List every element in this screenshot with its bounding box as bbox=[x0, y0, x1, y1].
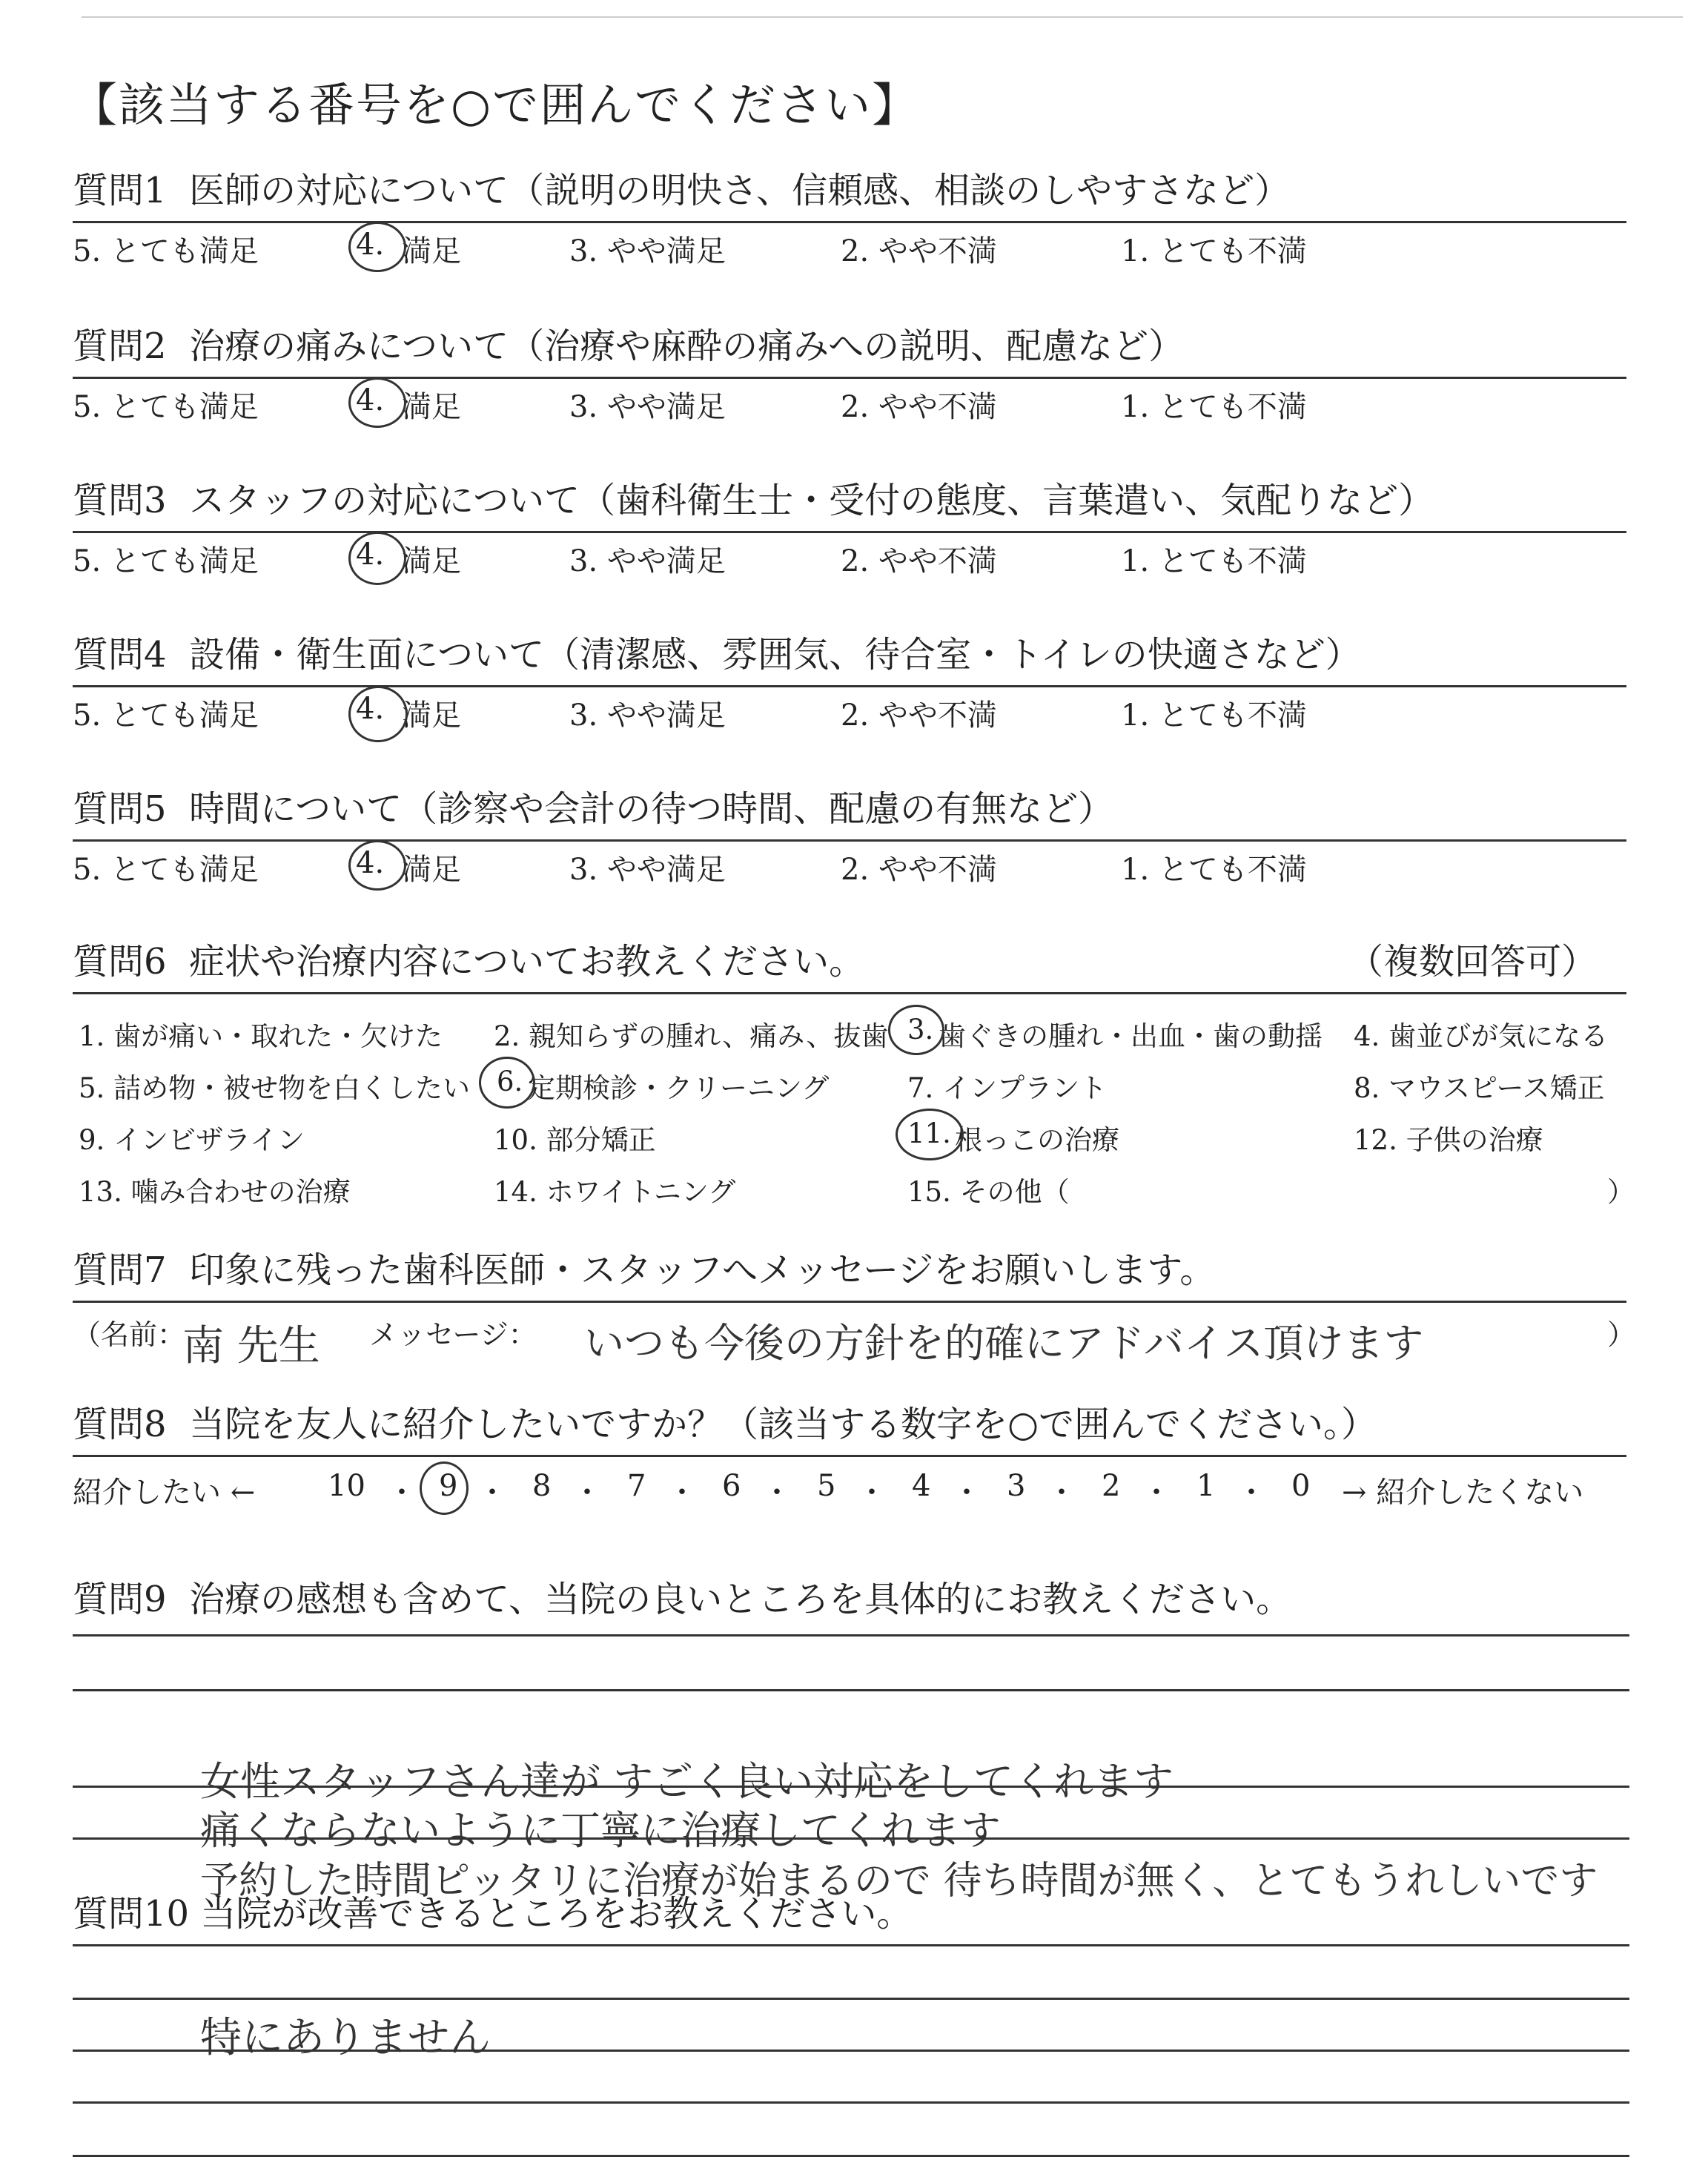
option-2[interactable]: 2. 親知らずの腫れ、痛み、抜歯 bbox=[494, 1020, 889, 1052]
option-3[interactable]: 3. やや満足 bbox=[569, 234, 726, 268]
writing-line bbox=[73, 1689, 1629, 1691]
option-5[interactable]: 5. とても満足 bbox=[73, 234, 259, 268]
question-5 bbox=[73, 779, 1626, 886]
question-heading: 質問7 印象に残った歯科医師・スタッフへメッセージをお願いします。 bbox=[73, 1249, 1216, 1291]
option-5[interactable]: 5. 詰め物・被せ物を白くしたい bbox=[79, 1072, 471, 1104]
score-9[interactable]: 9 bbox=[439, 1469, 458, 1503]
score-2[interactable]: 2 bbox=[1102, 1469, 1121, 1503]
selection-circle bbox=[348, 686, 408, 742]
option-6-label: 定期検診・クリーニング bbox=[528, 1072, 830, 1104]
score-0[interactable]: 0 bbox=[1291, 1469, 1311, 1503]
dot-separator: ・ bbox=[952, 1476, 982, 1510]
option-10[interactable]: 10. 部分矯正 bbox=[494, 1124, 656, 1156]
question-heading: 質問2 治療の痛みについて（治療や麻酔の痛みへの説明、配慮など） bbox=[73, 326, 1185, 367]
option-2[interactable]: 2. やや不満 bbox=[841, 234, 997, 268]
option-3[interactable]: 3. やや満足 bbox=[569, 390, 726, 424]
option-4-label: 満足 bbox=[402, 234, 461, 268]
question-2 bbox=[73, 316, 1626, 423]
name-value[interactable]: 南 先生 bbox=[182, 1322, 320, 1370]
dot-separator: ・ bbox=[1237, 1476, 1266, 1510]
option-14[interactable]: 14. ホワイトニング bbox=[494, 1176, 736, 1208]
message-value[interactable]: いつも今後の方針を的確にアドバイス頂けます bbox=[584, 1320, 1424, 1367]
selection-circle bbox=[348, 840, 406, 891]
question-heading: 質問1 医師の対応について（説明の明快さ、信頼感、相談のしやすさなど） bbox=[73, 170, 1291, 211]
option-9[interactable]: 9. インビザライン bbox=[79, 1124, 305, 1156]
selection-circle bbox=[896, 1109, 964, 1160]
option-4-label: 満足 bbox=[402, 390, 461, 424]
option-5[interactable]: 5. とても満足 bbox=[73, 853, 259, 887]
multiple-answers-note: （複数回答可） bbox=[1347, 941, 1597, 982]
question-3 bbox=[73, 470, 1626, 578]
writing-line bbox=[73, 1998, 1629, 2000]
score-1[interactable]: 1 bbox=[1196, 1469, 1216, 1503]
answer-line-1[interactable]: 女性スタッフさん達が すごく良い対応をしてくれます bbox=[200, 1758, 1174, 1805]
score-8[interactable]: 8 bbox=[532, 1469, 552, 1503]
question-heading: 質問8 当院を友人に紹介したいですか？（該当する数字を○で囲んでください。） bbox=[73, 1404, 1377, 1445]
option-15[interactable]: 15. その他（ bbox=[907, 1176, 1070, 1208]
option-2[interactable]: 2. やや不満 bbox=[841, 853, 997, 887]
score-7[interactable]: 7 bbox=[627, 1469, 646, 1503]
selection-circle bbox=[348, 532, 406, 585]
option-1[interactable]: 1. とても不満 bbox=[1121, 544, 1307, 578]
option-5[interactable]: 5. とても満足 bbox=[73, 544, 259, 578]
writing-line bbox=[73, 1944, 1629, 1946]
option-4[interactable]: 4. 歯並びが気になる bbox=[1354, 1020, 1609, 1052]
selection-circle bbox=[348, 222, 406, 272]
option-1[interactable]: 1. とても不満 bbox=[1121, 390, 1307, 424]
message-row bbox=[73, 1303, 1636, 1370]
option-12[interactable]: 12. 子供の治療 bbox=[1354, 1124, 1543, 1156]
option-3[interactable]: 3. やや満足 bbox=[569, 853, 726, 887]
recommend-left-label: 紹介したい ← bbox=[73, 1476, 256, 1510]
option-3[interactable]: 3. やや満足 bbox=[569, 544, 726, 578]
dot-separator: ・ bbox=[572, 1476, 602, 1510]
selection-circle bbox=[888, 1005, 944, 1055]
name-label: （名前： bbox=[73, 1318, 186, 1351]
question-10 bbox=[73, 1883, 1626, 2062]
page-title: 【該当する番号を○で囲んでください】 bbox=[71, 78, 920, 132]
option-6[interactable]: 6. bbox=[497, 1066, 523, 1097]
question-9 bbox=[73, 1569, 1626, 1903]
top-border bbox=[82, 16, 1683, 18]
option-2[interactable]: 2. やや不満 bbox=[841, 390, 997, 424]
option-8[interactable]: 8. マウスピース矯正 bbox=[1354, 1072, 1605, 1104]
score-3[interactable]: 3 bbox=[1007, 1469, 1026, 1503]
option-3-label: 歯ぐきの腫れ・出血・歯の動揺 bbox=[939, 1020, 1323, 1052]
option-15-close: ） bbox=[1607, 1176, 1635, 1208]
question-8 bbox=[73, 1394, 1626, 1509]
score-5[interactable]: 5 bbox=[817, 1469, 836, 1503]
dot-separator: ・ bbox=[1047, 1476, 1076, 1510]
question-heading: 質問5 時間について（診察や会計の待つ時間、配慮の有無など） bbox=[73, 788, 1114, 830]
rating-scale bbox=[73, 379, 1626, 423]
selection-circle bbox=[348, 377, 406, 428]
rating-scale bbox=[73, 533, 1626, 578]
dot-separator: ・ bbox=[667, 1476, 697, 1510]
recommend-right-label: → 紹介したくない bbox=[1342, 1476, 1584, 1510]
option-1[interactable]: 1. 歯が痛い・取れた・欠けた bbox=[79, 1020, 443, 1052]
option-4-label: 満足 bbox=[402, 853, 461, 887]
option-4[interactable]: 4. bbox=[356, 383, 385, 417]
option-13[interactable]: 13. 噛み合わせの治療 bbox=[79, 1176, 351, 1208]
question-heading: 質問10 当院が改善できるところをお教えください。 bbox=[73, 1893, 913, 1935]
dot-separator: ・ bbox=[857, 1476, 887, 1510]
option-4[interactable]: 4. bbox=[356, 538, 385, 572]
option-3[interactable]: 3. やや満足 bbox=[569, 698, 726, 733]
score-6[interactable]: 6 bbox=[722, 1469, 741, 1503]
rating-scale bbox=[73, 842, 1626, 886]
rating-scale bbox=[73, 223, 1626, 268]
writing-line bbox=[73, 2155, 1629, 2157]
message-label: メッセージ： bbox=[369, 1318, 537, 1351]
question-heading: 質問3 スタッフの対応について（歯科衛生士・受付の態度、言葉遣い、気配りなど） bbox=[73, 480, 1434, 521]
treatment-options bbox=[73, 994, 1635, 1208]
option-1[interactable]: 1. とても不満 bbox=[1121, 234, 1307, 268]
message-close: ） bbox=[1607, 1318, 1636, 1351]
option-3[interactable]: 3. bbox=[907, 1014, 934, 1046]
option-4[interactable]: 4. bbox=[356, 228, 385, 262]
writing-line bbox=[73, 2101, 1629, 2104]
option-2[interactable]: 2. やや不満 bbox=[841, 698, 997, 733]
option-5[interactable]: 5. とても満足 bbox=[73, 390, 259, 424]
score-4[interactable]: 4 bbox=[912, 1469, 931, 1503]
dot-separator: ・ bbox=[387, 1476, 417, 1510]
option-2[interactable]: 2. やや不満 bbox=[841, 544, 997, 578]
option-4[interactable]: 4. bbox=[356, 846, 385, 880]
answer-line-3[interactable]: 予約した時間ピッタリに治療が始まるので 待ち時間が無く、とてもうれしいです bbox=[200, 1859, 1598, 1903]
question-heading: 質問9 治療の感想も含めて、当院の良いところを具体的にお教えください。 bbox=[73, 1579, 1292, 1620]
option-5[interactable]: 5. とても満足 bbox=[73, 698, 259, 733]
option-11-label: 根っこの治療 bbox=[955, 1124, 1119, 1156]
dot-separator: ・ bbox=[762, 1476, 792, 1510]
option-7[interactable]: 7. インプラント bbox=[907, 1072, 1108, 1104]
selection-circle bbox=[420, 1462, 469, 1515]
question-heading: 質問4 設備・衛生面について（清潔感、雰囲気、待合室・トイレの快適さなど） bbox=[73, 634, 1361, 676]
rating-scale bbox=[73, 687, 1626, 732]
option-11[interactable]: 11. bbox=[907, 1117, 951, 1149]
question-4 bbox=[73, 624, 1626, 732]
score-10[interactable]: 10 bbox=[328, 1469, 365, 1503]
question-1 bbox=[73, 160, 1626, 268]
option-1[interactable]: 1. とても不満 bbox=[1121, 698, 1307, 733]
question-heading: 質問6 症状や治療内容についてお教えください。 （複数回答可） bbox=[73, 931, 1626, 992]
answer-line-2[interactable]: 痛くならないように丁寧に治療してくれます bbox=[200, 1807, 1001, 1854]
option-1[interactable]: 1. とても不満 bbox=[1121, 853, 1307, 887]
writing-line bbox=[73, 1634, 1629, 1636]
option-4[interactable]: 4. bbox=[356, 692, 385, 726]
selection-circle bbox=[479, 1057, 535, 1109]
dot-separator: ・ bbox=[477, 1476, 507, 1510]
question-6 bbox=[73, 931, 1635, 1208]
question-7 bbox=[73, 1240, 1636, 1370]
dot-separator: ・ bbox=[1142, 1476, 1171, 1510]
option-4-label: 満足 bbox=[402, 698, 461, 733]
recommend-scale bbox=[73, 1457, 1626, 1509]
answer-line-1[interactable]: 特にありません bbox=[200, 2014, 491, 2062]
option-4-label: 満足 bbox=[402, 544, 461, 578]
